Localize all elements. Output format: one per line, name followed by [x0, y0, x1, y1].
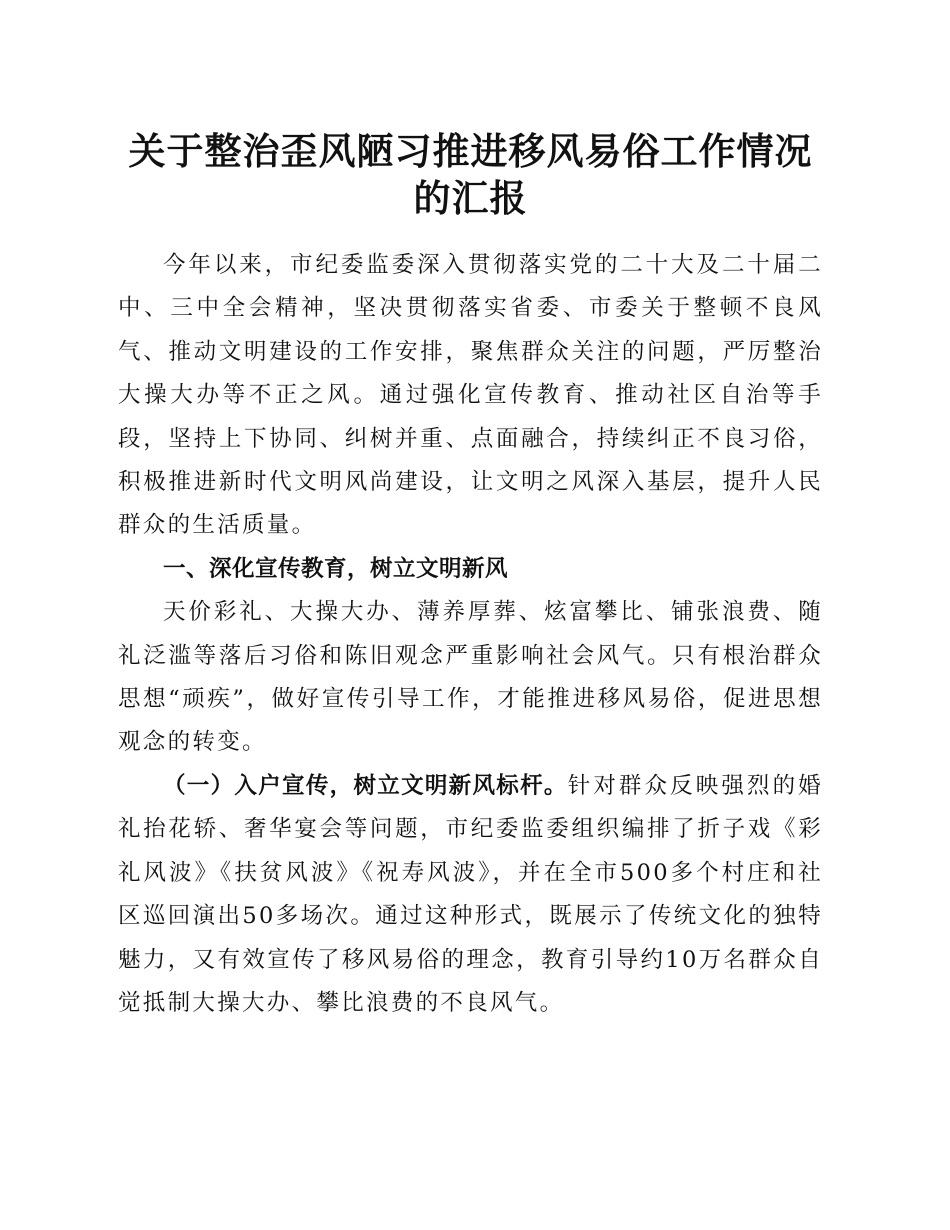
- subsection-lead: （一）入户宣传，树立文明新风标杆。: [163, 772, 568, 799]
- subsection-paragraph: [118, 765, 823, 1025]
- intro-paragraph: 今年以来，市纪委监委深入贯彻落实党的二十大及二十届二中、三中全会精神，坚决贯彻落实省委、市委关于整顿不良风气、推动文明建设的工作安排，聚焦群众关注的问题，严厉整治大操大办等不正之风。通过强化宣传教育、推动社区自治等手段，坚持上下协同、纠树并重、点面融合，持续纠正不良习俗，积极推进新时代文明风尚建设，让文明之风深入基层，提升人民群众的生活质量。: [118, 252, 823, 539]
- section-paragraph: 天价彩礼、大操大办、薄养厚葬、炫富攀比、铺张浪费、随礼泛滥等落后习俗和陈旧观念严重影响社会风气。只有根治群众思想“顽疾”，做好宣传引导工作，才能推进移风易俗，促进思想观念的转变。: [118, 599, 823, 756]
- document-title: 关于整治歪风陋习推进移风易俗工作情况的汇报: [128, 129, 813, 220]
- section-heading: 一、深化宣传教育，树立文明新风: [163, 555, 509, 582]
- subsection-body: 针对群众反映强烈的婚礼抬花轿、奢华宴会等问题，市纪委监委组织编排了折子戏《彩礼风波》《扶贫风波》《祝寿风波》，并在全市500多个村庄和社区巡回演出50多场次。通过这种形式，既展示了传统文化的独特魅力，又有效宣传了移风易俗的理念，教育引导约10万名群众自觉抵制大操大办、攀比浪费的不良风气。: [118, 772, 823, 1016]
- document-page: [118, 128, 823, 1025]
